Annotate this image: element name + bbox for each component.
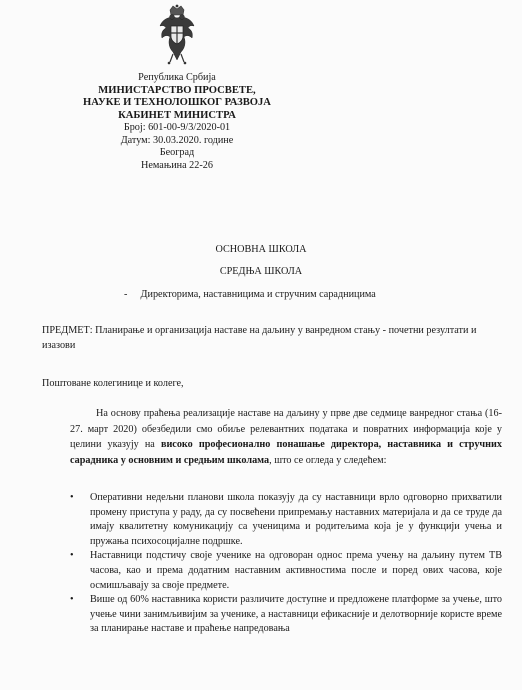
intro-bold-text: високо професионално понашање директора, наставника и стручних сарадника у основним и средњим школама (70, 439, 502, 466)
list-item-text: Оперативни недељни планови школа показују да су наставници врло одговорно прихватили промену приступа у раду, да су посвећени припремању наставних материјала и да се труде да имају квалитетну комуникацију са ученицима и родитељима која је у функцији учења и пружања психосоцијалне подршке. (90, 492, 502, 547)
list-item-text: Више од 60% наставника користи различите доступне и предложене платформе за учење, што учење чини занимљивијим за ученике, а наставници ефикасније и делотворније користе време за планирање наставе и праћење напредовања (90, 594, 502, 635)
republic-name: Република Србија (138, 72, 216, 83)
coat-of-arms-icon (157, 4, 197, 68)
document-date: Датум: 30.03.2020. године (120, 134, 234, 146)
recipient-secondary-school: СРЕДЊА ШКОЛА (219, 266, 303, 277)
findings-list (70, 491, 502, 637)
city: Београд (159, 147, 195, 158)
intro-paragraph (70, 406, 502, 468)
list-item-text: Наставници подстичу своје ученике на одговоран однос према учењу на даљину путем ТВ часова, као и према додатним наставним активностима после и поред ових часова, које осмишљавају за своје предмете. (90, 550, 502, 591)
cabinet-name: КАБИНЕТ МИНИСТРА (118, 109, 236, 121)
reference-number: Број: 601-00-9/3/2020-01 (123, 122, 231, 133)
list-item (70, 491, 502, 549)
bullet-icon: • (70, 492, 74, 503)
recipient-staff (124, 289, 376, 300)
list-item (70, 549, 502, 593)
bullet-icon: • (70, 550, 74, 562)
letterhead (64, 4, 290, 172)
address: Немањина 22-26 (141, 159, 213, 171)
recipient-primary-school: ОСНОВНА ШКОЛА (215, 244, 307, 255)
recipient-staff-label: Директорима, наставницима и стручним сарадницима (140, 289, 376, 300)
bullet-icon: • (70, 594, 74, 606)
ministry-name-line2: НАУКЕ И ТЕХНОЛОШКОГ РАЗВОЈА (83, 97, 271, 108)
greeting: Поштоване колегинице и колеге, (42, 378, 184, 389)
subject-line: ПРЕДМЕТ: Планирање и организација наставе на даљину у ванредном стању - почетни резултати и изазови (42, 325, 477, 351)
intro-text: На основу праћења реализације наставе на даљину у прве две седмице ванредног стања (16-27. март 2020) обезбедили смо обиље релевантних података и повратних информација које у целини указују на (70, 408, 502, 451)
intro-outro-text: , што се огледа у следећем: (269, 454, 387, 466)
dash-marker: - (124, 289, 128, 300)
ministry-name-line1: МИНИСТАРСТВО ПРОСВЕТЕ, (98, 84, 256, 96)
list-item (70, 593, 502, 637)
